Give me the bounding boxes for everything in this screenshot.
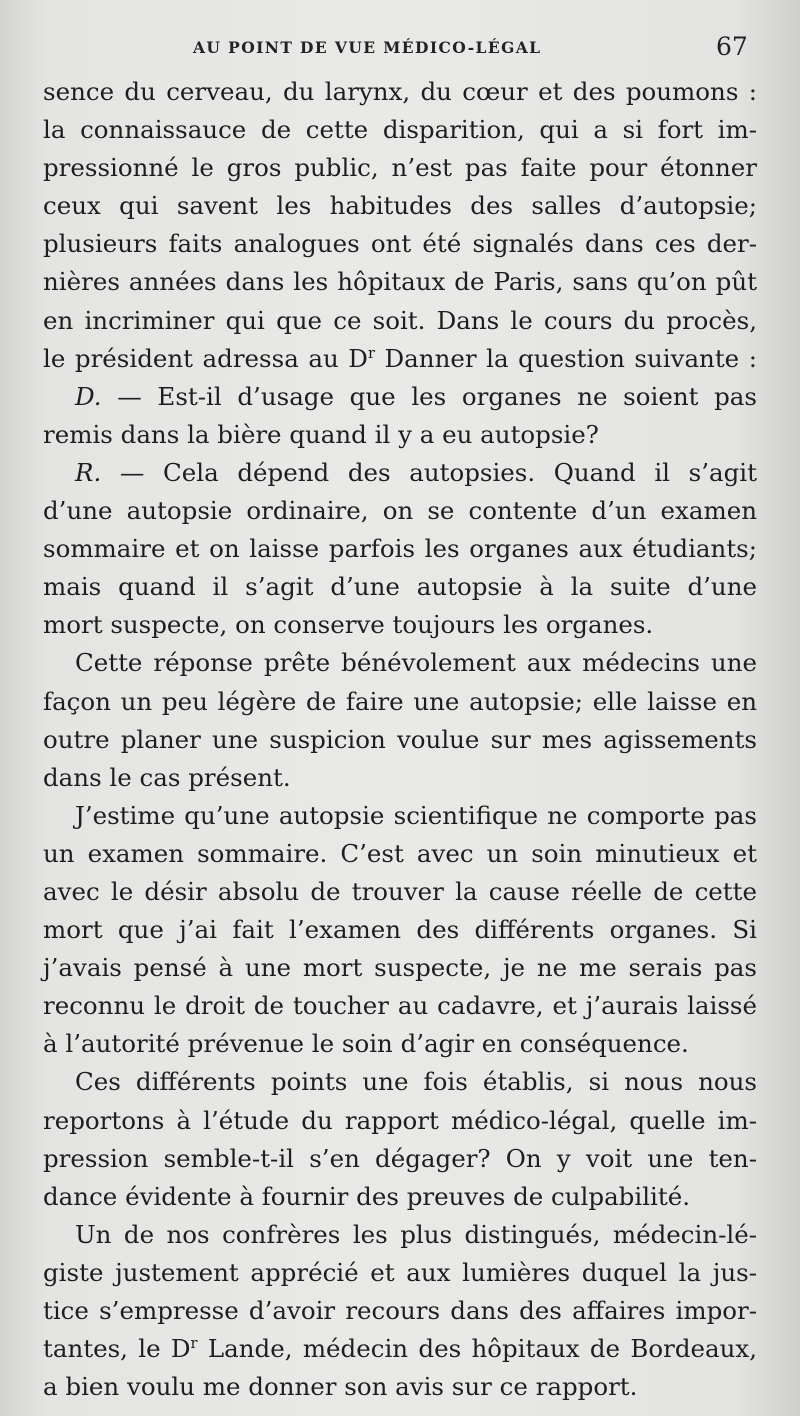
text-line: outre planer une suspicion voulue sur mes agissements <box>43 724 757 754</box>
speaker-label-r: R. <box>75 457 102 487</box>
text-line: façon un peu légère de faire une autopsie; elle laisse en <box>43 686 757 716</box>
text-fragment: Danner la question suivante : <box>374 343 757 373</box>
text-line: ceux qui savent les habitudes des salles d’autopsie; <box>43 191 757 221</box>
text-line: reportons à l’étude du rapport médico-légal, quelle im- <box>43 1105 757 1135</box>
text-fragment: — Cela dépend des autopsies. Quand il s’agit <box>101 457 757 487</box>
page-number: 67 <box>716 32 748 61</box>
text-fragment: — Est-il d’usage que les organes ne soient pas <box>101 381 757 411</box>
superscript-r: r <box>190 1334 198 1352</box>
text-line <box>43 1330 757 1368</box>
text-line: d’une autopsie ordinaire, on se contente d’un examen <box>43 496 757 526</box>
text-line: mort que j’ai fait l’examen des différents organes. Si <box>43 915 757 945</box>
text-line: pression semble-t-il s’en dégager? On y voit une ten- <box>43 1143 757 1173</box>
text-line: giste justement apprécié et aux lumières duquel la jus- <box>43 1257 757 1287</box>
text-line: plusieurs faits analogues ont été signalés dans ces der- <box>43 229 757 259</box>
text-line: en incriminer qui que ce soit. Dans le cours du procès, <box>43 305 757 335</box>
text-line: j’avais pensé à une mort suspecte, je ne me serais pas <box>43 953 757 983</box>
paragraph-first-line: Cette réponse prête bénévolement aux médecins une <box>75 648 757 678</box>
paragraph-first-line: J’estime qu’une autopsie scientifique ne comporte pas <box>75 800 757 830</box>
paragraph-first-line: Ces différents points une fois établis, si nous nous <box>75 1067 757 1097</box>
text-line: nières années dans les hôpitaux de Paris, sans qu’on pût <box>43 267 757 297</box>
text-line: mort suspecte, on conserve toujours les organes. <box>43 610 654 640</box>
text-line: sommaire et on laisse parfois les organes aux étudiants; <box>43 534 757 564</box>
text-line: pressionné le gros public, n’est pas faite pour étonner <box>43 153 757 183</box>
text-line: a bien voulu me donner son avis sur ce rapport. <box>43 1372 638 1402</box>
text-line: à l’autorité prévenue le soin d’agir en conséquence. <box>43 1029 689 1059</box>
speaker-label-d: D. <box>75 381 102 411</box>
paragraph-first-line: Un de nos confrères les plus distingués, médecin-lé- <box>75 1219 757 1249</box>
text-fragment: le président adressa au D <box>43 343 368 373</box>
text-fragment: tantes, le D <box>43 1334 191 1364</box>
text-line: tice s’empresse d’avoir recours dans des affaires impor- <box>43 1296 757 1325</box>
text-fragment: Lande, médecin des hôpitaux de Bordeaux, <box>197 1334 757 1364</box>
text-line: reconnu le droit de toucher au cadavre, et j’aurais laissé <box>43 991 757 1021</box>
text-line: mais quand il s’agit d’une autopsie à la suite d’une <box>43 572 757 602</box>
text-line <box>43 340 757 378</box>
text-line: remis dans la bière quand il y a eu autopsie? <box>43 419 599 449</box>
text-line: dans le cas présent. <box>43 762 291 792</box>
text-line: la connaissauce de cette disparition, qui a si fort im- <box>43 115 757 145</box>
text-line: dance évidente à fournir des preuves de culpabilité. <box>43 1181 691 1211</box>
running-title: AU POINT DE VUE MÉDICO-LÉGAL <box>193 38 542 57</box>
dialogue-answer-line <box>43 454 757 492</box>
text-line: avec le désir absolu de trouver la cause réelle de cette <box>43 876 757 906</box>
text-line: un examen sommaire. C’est avec un soin minutieux et <box>43 838 757 868</box>
body-text <box>43 73 757 1406</box>
dialogue-question-line <box>43 378 757 416</box>
page-header <box>0 30 800 66</box>
text-line: sence du cerveau, du larynx, du cœur et des poumons : <box>43 77 757 106</box>
superscript-r: r <box>367 344 375 362</box>
